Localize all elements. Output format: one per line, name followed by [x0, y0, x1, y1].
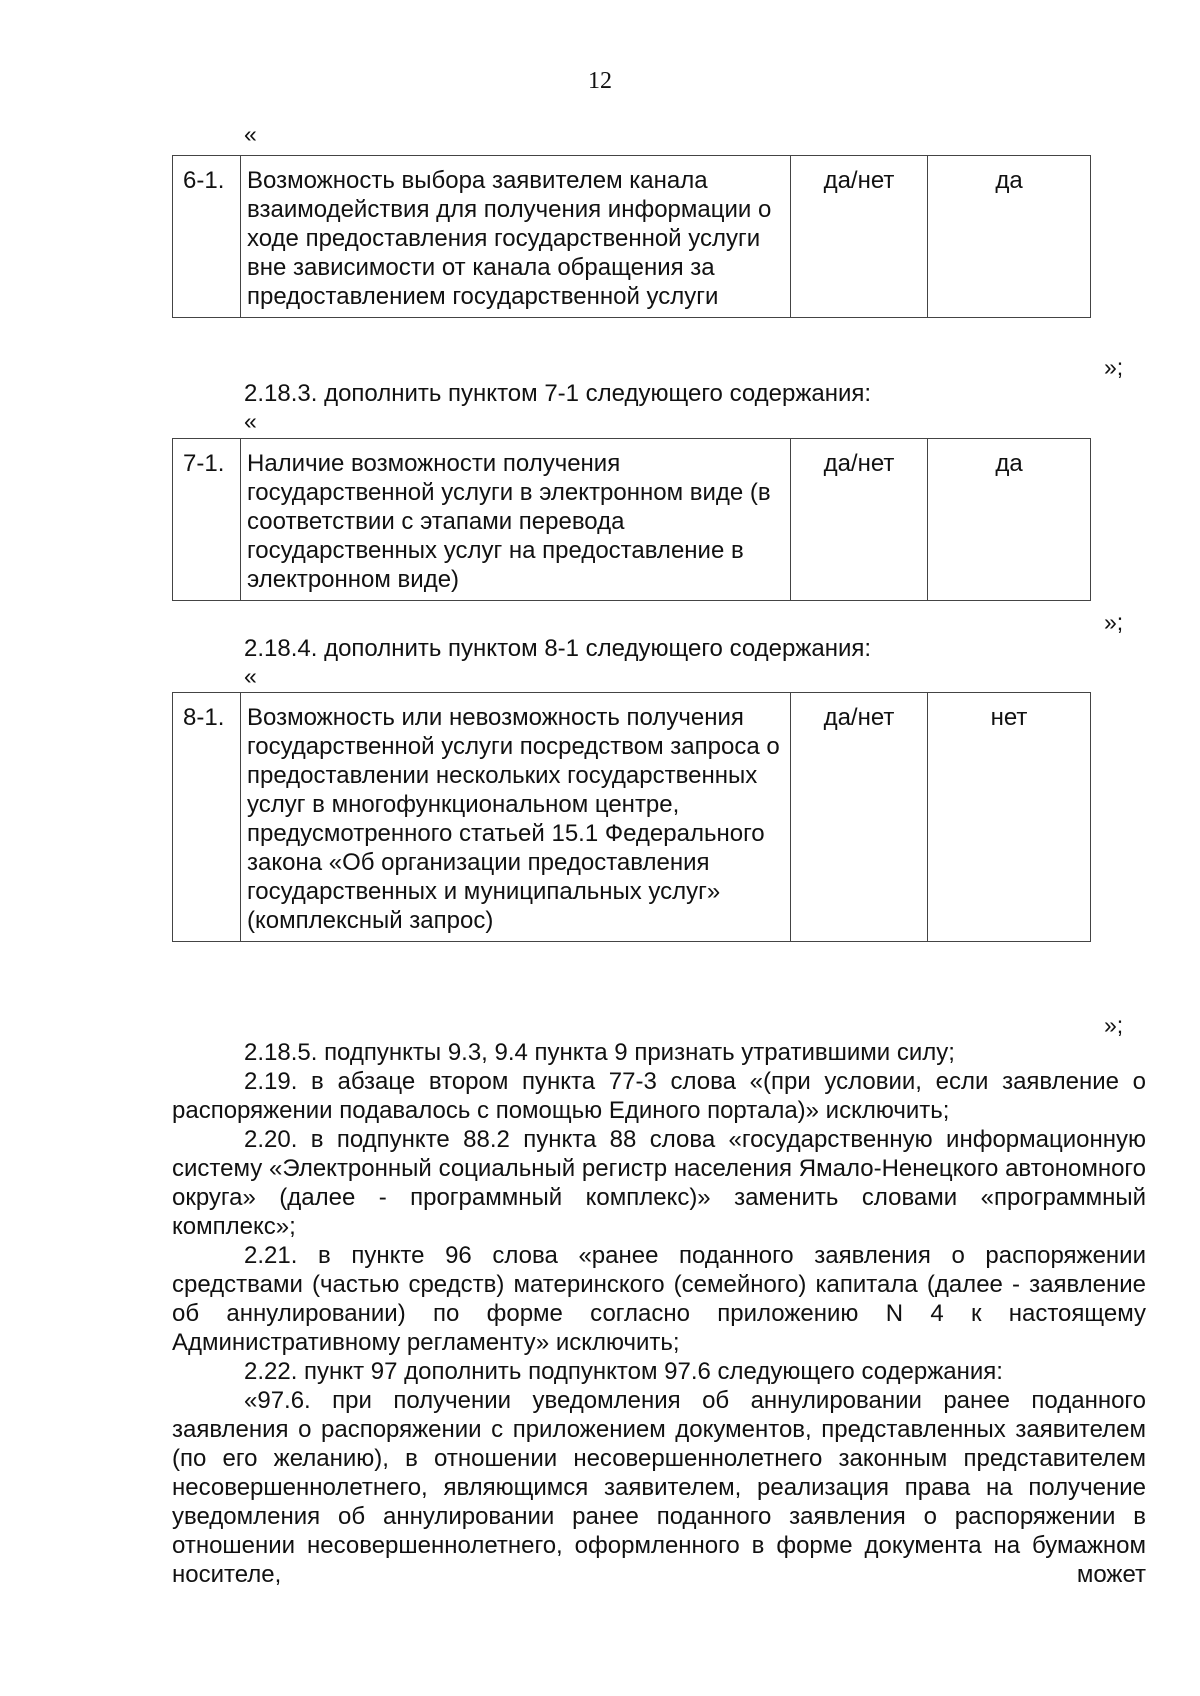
- row-number: 8-1.: [173, 693, 241, 942]
- amendment-intro: 2.18.3. дополнить пунктом 7-1 следующего содержания:: [244, 380, 872, 407]
- paragraph-2-22: 2.22. пункт 97 дополнить подпунктом 97.6 следующего содержания:: [244, 1358, 1003, 1385]
- paragraph-2-18-5: 2.18.5. подпункты 9.3, 9.4 пункта 9 признать утратившими силу;: [244, 1039, 955, 1066]
- amendment-intro: 2.18.4. дополнить пунктом 8-1 следующего содержания:: [244, 635, 872, 662]
- table-row: [173, 693, 1091, 942]
- row-description: Наличие возможности получения государственной услуги в электронном виде (в соответствии с этапами перевода государственных услуг на предоставление в электронном виде): [241, 439, 791, 601]
- amendment-table-7-1: [172, 438, 1091, 601]
- row-description: Возможность выбора заявителем канала взаимодействия для получения информации о ходе предоставления государственной услуги вне зависимости от канала обращения за предоставлением государственной услуги: [241, 156, 791, 318]
- closing-quote: »;: [1104, 1012, 1124, 1038]
- paragraph-2-19: 2.19. в абзаце втором пункта 77-3 слова «(при условии, если заявление о распоряжении подавалось с помощью Единого портала)» исключить;: [172, 1068, 1146, 1124]
- opening-quote: «: [244, 121, 257, 147]
- closing-quote: »;: [1104, 609, 1124, 635]
- paragraph-2-21: 2.21. в пункте 96 слова «ранее поданного заявления о распоряжении средствами (частью средств) материнского (семейного) капитала (далее - заявление об аннулировании) по форме согласно приложению N 4 к настоящему Административному регламенту» исключить;: [172, 1242, 1146, 1356]
- row-number: 6-1.: [173, 156, 241, 318]
- opening-quote: «: [244, 408, 257, 434]
- row-unit: да/нет: [791, 156, 928, 318]
- paragraph-2-20: 2.20. в подпункте 88.2 пункта 88 слова «государственную информационную систему «Электронный социальный регистр населения Ямало-Ненецкого автономного округа» (далее - программный комплекс)» заменить словами «программный комплекс»;: [172, 1126, 1146, 1240]
- table-row: [173, 439, 1091, 601]
- row-unit: да/нет: [791, 439, 928, 601]
- table-row: [173, 156, 1091, 318]
- paragraph-97-6: «97.6. при получении уведомления об аннулировании ранее поданного заявления о распоряжении с приложением документов, представленных заявителем (по его желанию), в отношении несовершеннолетнего законным представителем несовершеннолетнего, являющимся заявителем, реализация права на получение уведомления об аннулировании ранее поданного заявления о распоряжении в отношении несовершеннолетнего, оформленного в форме документа на бумажном носителе, может: [172, 1387, 1146, 1588]
- amendment-table-6-1: [172, 155, 1091, 318]
- row-value: да: [928, 439, 1091, 601]
- row-description: Возможность или невозможность получения государственной услуги посредством запроса о предоставлении нескольких государственных услуг в многофункциональном центре, предусмотренного статьей 15.1 Федерального закона «Об организации предоставления государственных и муниципальных услуг» (комплексный запрос): [241, 693, 791, 942]
- row-number: 7-1.: [173, 439, 241, 601]
- row-value: да: [928, 156, 1091, 318]
- row-unit: да/нет: [791, 693, 928, 942]
- page-number: 12: [588, 68, 612, 94]
- opening-quote: «: [244, 663, 257, 689]
- body-text: [172, 1038, 1146, 1589]
- amendment-table-8-1: [172, 692, 1091, 942]
- closing-quote: »;: [1104, 354, 1124, 380]
- row-value: нет: [928, 693, 1091, 942]
